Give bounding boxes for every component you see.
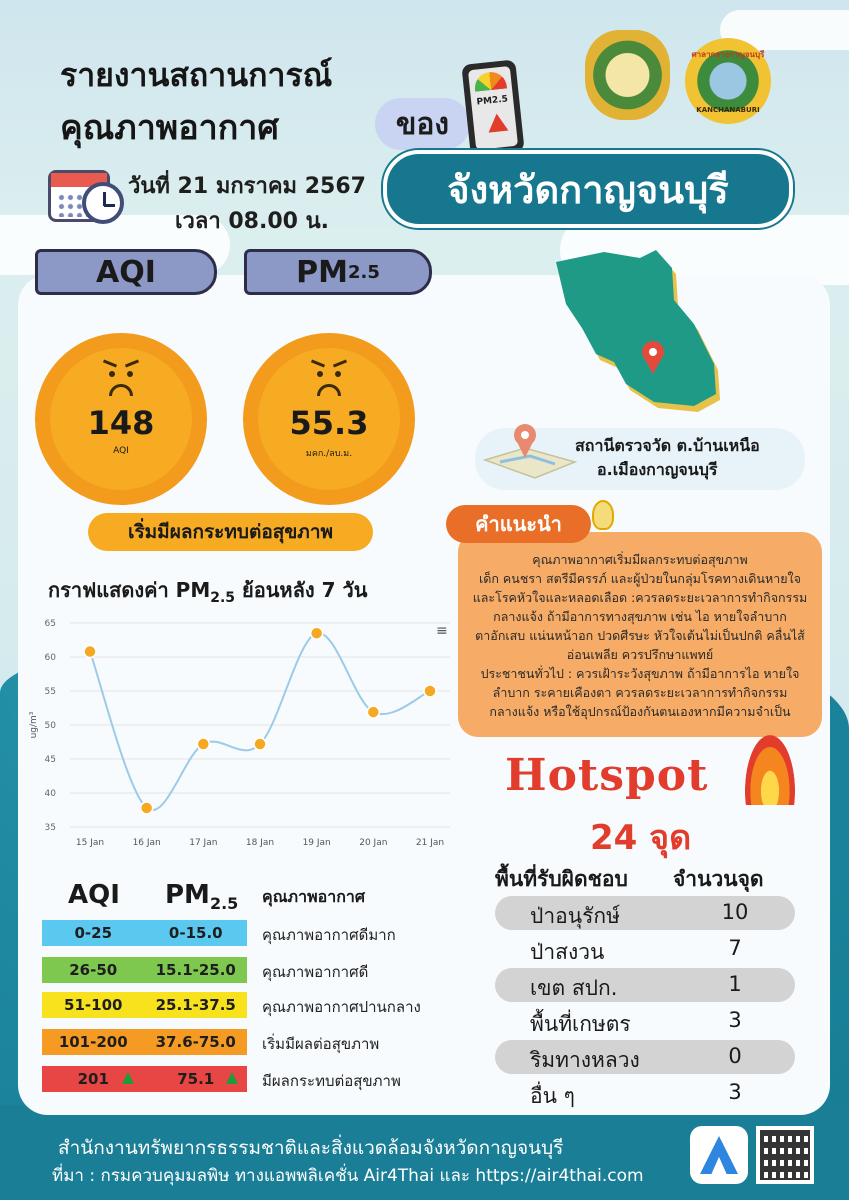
hotspot-area-row — [495, 896, 795, 930]
area-count: 10 — [721, 900, 749, 924]
footer-office: สำนักงานทรัพยากรธรรมชาติและสิ่งแวดล้อมจังหวัดกาญจนบุรี — [58, 1137, 564, 1159]
pm25-tag: PM 2.5 — [244, 249, 432, 295]
legend-row — [42, 920, 247, 946]
legend-aqi-range: 101-200 — [58, 1033, 128, 1051]
x-tick-label: 20 Jan — [359, 838, 388, 848]
hotspot-area-row — [495, 968, 795, 1002]
legend-row — [42, 957, 247, 983]
pm25-line-chart — [22, 605, 460, 860]
legend-head-pm: $PM_{2.5}$ — [165, 880, 239, 914]
x-tick-label: 21 Jan — [415, 838, 445, 848]
area-name: ริมทางหลวง — [530, 1048, 640, 1072]
area-count: 3 — [728, 1008, 742, 1032]
hotspot-title: Hotspot — [505, 750, 709, 801]
legend-aqi-range: 201 — [77, 1070, 109, 1088]
aqi-gauge — [35, 333, 207, 505]
count-column-header: จำนวนจุด — [673, 867, 764, 891]
legend-aqi-range: 51-100 — [64, 996, 123, 1014]
area-count: 0 — [728, 1044, 742, 1068]
hotspot-area-row — [495, 1076, 795, 1110]
station-line1: สถานีตรวจวัด ต.บ้านเหนือ — [575, 436, 760, 455]
station-location — [575, 434, 760, 482]
x-tick-label: 15 Jan — [75, 838, 105, 848]
area-column-header: พื้นที่รับผิดชอบ — [495, 867, 628, 891]
arrow-up-icon — [226, 1072, 238, 1084]
data-point — [84, 646, 96, 658]
legend-quality-desc: คุณภาพอากาศดี — [262, 963, 369, 981]
x-tick-label: 19 Jan — [302, 838, 331, 848]
y-tick-label: 55 — [44, 687, 56, 697]
angry-face-icon — [309, 362, 349, 398]
legend-pm-range: 15.1-25.0 — [155, 961, 236, 979]
x-tick-label: 18 Jan — [245, 838, 275, 848]
area-count: 7 — [728, 936, 742, 960]
advice-line: กลางแจ้ง ถ้ามีอาการทางสุขภาพ เช่น ไอ หายใจลำบาก — [493, 609, 787, 624]
qr-code[interactable] — [756, 1126, 814, 1184]
series-line — [90, 633, 430, 810]
legend-quality-desc: เริ่มมีผลต่อสุขภาพ — [262, 1035, 380, 1053]
legend-row — [42, 992, 247, 1018]
legend-pm-range: 25.1-37.5 — [155, 996, 236, 1014]
hotspot-area-row — [495, 1040, 795, 1074]
station-line2: อ.เมืองกาญจนบุรี — [597, 460, 718, 479]
province-name: จังหวัดกาญจนบุรี — [383, 150, 793, 228]
aqi-tag: AQI — [35, 249, 217, 295]
report-title-line1: รายงานสถานการณ์ — [60, 56, 333, 94]
y-tick-label: 65 — [44, 619, 56, 629]
legend-head-quality: คุณภาพอากาศ — [262, 887, 366, 906]
legend-aqi-range: 0-25 — [74, 924, 113, 942]
area-name: ป่าอนุรักษ์ — [530, 904, 620, 928]
advice-line: กลางแจ้ง หรือใช้อุปกรณ์ป้องกันตนเองหากมีความจำเป็น — [489, 704, 791, 719]
legend-row — [42, 1029, 247, 1055]
advice-line: และโรคหัวใจและหลอดเลือด :ควรลดระยะเวลาการทำกิจกรรม — [472, 590, 808, 605]
data-point — [367, 706, 379, 718]
advice-box — [458, 532, 822, 737]
legend-quality-desc: มีผลกระทบต่อสุขภาพ — [262, 1072, 401, 1090]
area-count: 1 — [728, 972, 742, 996]
advice-line: คุณภาพอากาศเริ่มมีผลกระทบต่อสุขภาพ — [532, 552, 748, 567]
clock-icon — [82, 182, 124, 224]
area-name: อื่น ๆ — [530, 1084, 575, 1108]
phone-pm-label: PM2.5 — [476, 94, 509, 108]
advice-line: อ่อนเพลีย ควรปรึกษาแพทย์ — [566, 647, 714, 662]
fire-icon — [745, 735, 795, 805]
aqi-unit: AQI — [113, 446, 129, 456]
footer-source: ที่มา : กรมควบคุมมลพิษ ทางแอพพลิเคชั่น Air4Thai และ https://air4thai.com — [52, 1166, 644, 1186]
pm25-value: 55.3 — [289, 404, 369, 442]
area-name: เขต สปก. — [530, 976, 618, 1000]
pm25-gauge — [243, 333, 415, 505]
legend-quality-desc: คุณภาพอากาศดีมาก — [262, 926, 396, 944]
y-axis-label: ug/m³ — [29, 711, 39, 739]
arrow-up-icon — [122, 1072, 134, 1084]
area-name: พื้นที่เกษตร — [530, 1012, 631, 1036]
report-time: เวลา 08.00 น. — [175, 209, 330, 234]
ministry-seal-logo — [585, 30, 670, 120]
data-point — [311, 627, 323, 639]
y-tick-label: 50 — [44, 721, 56, 731]
legend-head-aqi: AQI — [68, 880, 120, 910]
data-point — [424, 685, 436, 697]
advice-title: คำแนะนำ — [446, 505, 591, 543]
legend-quality-desc: คุณภาพอากาศปานกลาง — [262, 998, 421, 1016]
y-tick-label: 35 — [44, 823, 56, 833]
advice-line: ลำบาก ระคายเคืองตา ควรลดระยะเวลาการทำกิจกรรม — [492, 685, 788, 700]
advice-line: ตาอักเสบ แน่นหน้าอก ปวดศีรษะ หัวใจเต้นไม่เป็นปกติ คลื่นไส้ — [475, 628, 805, 643]
area-count: 3 — [728, 1080, 742, 1104]
chart-title: กราฟแสดงค่า $PM_{2.5}$ ย้อนหลัง 7 วัน — [48, 578, 368, 606]
advice-line: ประชาชนทั่วไป : ควรเฝ้าระวังสุขภาพ ถ้ามีอาการไอ หายใจ — [480, 666, 800, 681]
hotspot-count: 24 จุด — [590, 818, 692, 858]
hotspot-area-row — [495, 932, 795, 966]
x-tick-label: 16 Jan — [132, 838, 161, 848]
x-tick-label: 17 Jan — [189, 838, 218, 848]
phone-pm25-icon — [461, 59, 524, 156]
legend-aqi-range: 26-50 — [69, 961, 118, 979]
of-label: ของ — [375, 98, 470, 150]
province-map — [548, 250, 726, 420]
legend-pm-range: 37.6-75.0 — [155, 1033, 236, 1051]
area-name: ป่าสงวน — [530, 940, 605, 964]
logo-bottom-text: KANCHANABURI — [696, 106, 760, 114]
health-status-badge: เริ่มมีผลกระทบต่อสุขภาพ — [88, 513, 373, 551]
data-point — [197, 738, 209, 750]
air4thai-logo[interactable] — [690, 1126, 748, 1184]
advice-line: เด็ก คนชรา สตรีมีครรภ์ และผู้ป่วยในกลุ่มโรคทางเดินหายใจ — [479, 571, 801, 586]
location-map-icon — [480, 420, 580, 492]
legend-row — [42, 1066, 247, 1092]
legend-pm-range: 75.1 — [177, 1070, 215, 1088]
chart-menu-icon[interactable]: ≡ — [436, 623, 448, 639]
report-title-line2: คุณภาพอากาศ — [60, 108, 279, 148]
aqi-value: 148 — [87, 404, 155, 442]
report-date: วันที่ 21 มกราคม 2567 — [128, 174, 366, 199]
data-point — [141, 802, 153, 814]
angry-face-icon — [101, 362, 141, 398]
y-tick-label: 45 — [44, 755, 56, 765]
warning-icon — [487, 113, 509, 133]
y-tick-label: 40 — [44, 789, 56, 799]
pm25-unit: มคก./ลบ.ม. — [305, 449, 353, 459]
hotspot-area-row — [495, 1004, 795, 1038]
data-point — [254, 738, 266, 750]
legend-pm-range: 0-15.0 — [168, 924, 223, 942]
logo-top-text: ศาลากลางกาญจนบุรี — [691, 50, 765, 59]
y-tick-label: 60 — [44, 653, 56, 663]
lightbulb-icon — [592, 500, 614, 530]
